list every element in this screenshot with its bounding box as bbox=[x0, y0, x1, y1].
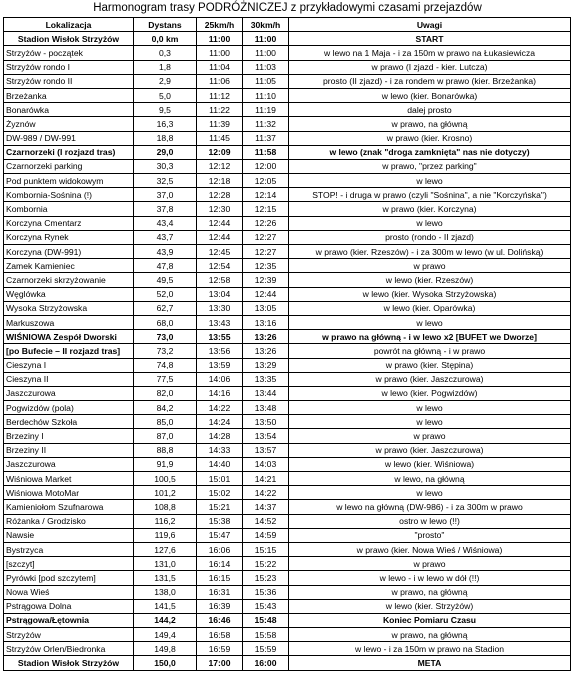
table-row bbox=[4, 216, 571, 230]
note-cell: w lewo (kier. Oparówka) bbox=[289, 301, 571, 315]
time-25-cell: 16:59 bbox=[197, 642, 243, 656]
table-row bbox=[4, 514, 571, 528]
distance-cell: 101,2 bbox=[134, 486, 197, 500]
distance-cell: 138,0 bbox=[134, 585, 197, 599]
distance-cell: 77,5 bbox=[134, 372, 197, 386]
time-30-cell: 12:44 bbox=[243, 287, 289, 301]
table-row bbox=[4, 159, 571, 173]
time-25-cell: 12:44 bbox=[197, 230, 243, 244]
time-25-cell: 14:06 bbox=[197, 372, 243, 386]
time-25-cell: 11:06 bbox=[197, 74, 243, 88]
distance-cell: 131,0 bbox=[134, 557, 197, 571]
time-25-cell: 12:54 bbox=[197, 259, 243, 273]
distance-cell: 150,0 bbox=[134, 656, 197, 670]
table-row bbox=[4, 500, 571, 514]
location-cell: Pstrągowa Dolna bbox=[4, 599, 134, 613]
time-30-cell: 12:15 bbox=[243, 202, 289, 216]
note-cell: w prawo (kier. Korczyna) bbox=[289, 202, 571, 216]
time-25-cell: 14:24 bbox=[197, 415, 243, 429]
distance-cell: 62,7 bbox=[134, 301, 197, 315]
header-row bbox=[4, 18, 571, 32]
location-cell: [po Bufecie – II rozjazd tras] bbox=[4, 344, 134, 358]
table-row bbox=[4, 613, 571, 627]
location-cell: Węglówka bbox=[4, 287, 134, 301]
table-row bbox=[4, 557, 571, 571]
column-header-notes: Uwagi bbox=[289, 18, 571, 32]
location-cell: Czarnorzeki (I rozjazd tras) bbox=[4, 145, 134, 159]
time-30-cell: 14:22 bbox=[243, 486, 289, 500]
table-row bbox=[4, 301, 571, 315]
table-row bbox=[4, 245, 571, 259]
location-cell: Korczyna Rynek bbox=[4, 230, 134, 244]
time-30-cell: 13:54 bbox=[243, 429, 289, 443]
time-25-cell: 12:30 bbox=[197, 202, 243, 216]
time-25-cell: 17:00 bbox=[197, 656, 243, 670]
note-cell: START bbox=[289, 32, 571, 46]
distance-cell: 141,5 bbox=[134, 599, 197, 613]
table-row bbox=[4, 457, 571, 471]
distance-cell: 2,9 bbox=[134, 74, 197, 88]
location-cell: Jaszczurowa bbox=[4, 386, 134, 400]
note-cell: w prawo na główną - i w lewo x2 [BUFET we Dworze] bbox=[289, 330, 571, 344]
table-row bbox=[4, 145, 571, 159]
table-row bbox=[4, 656, 571, 670]
distance-cell: 1,8 bbox=[134, 60, 197, 74]
table-row bbox=[4, 273, 571, 287]
time-30-cell: 13:26 bbox=[243, 330, 289, 344]
table-row bbox=[4, 131, 571, 145]
note-cell: w prawo (kier. Jaszczurowa) bbox=[289, 443, 571, 457]
schedule-table bbox=[3, 17, 571, 671]
distance-cell: 127,6 bbox=[134, 542, 197, 556]
time-30-cell: 14:03 bbox=[243, 457, 289, 471]
time-25-cell: 13:56 bbox=[197, 344, 243, 358]
time-30-cell: 13:16 bbox=[243, 315, 289, 329]
note-cell: w lewo na główną (DW-986) - i za 300m w prawo bbox=[289, 500, 571, 514]
location-cell: Brzeziny I bbox=[4, 429, 134, 443]
note-cell: w prawo bbox=[289, 259, 571, 273]
time-30-cell: 12:27 bbox=[243, 230, 289, 244]
time-25-cell: 16:14 bbox=[197, 557, 243, 571]
table-row bbox=[4, 372, 571, 386]
location-cell: Cieszyna I bbox=[4, 358, 134, 372]
note-cell: w prawo (I zjazd - kier. Lutcza) bbox=[289, 60, 571, 74]
time-25-cell: 12:18 bbox=[197, 174, 243, 188]
distance-cell: 9,5 bbox=[134, 103, 197, 117]
time-25-cell: 13:59 bbox=[197, 358, 243, 372]
location-cell: Wiśniowa Market bbox=[4, 472, 134, 486]
time-30-cell: 13:05 bbox=[243, 301, 289, 315]
distance-cell: 0,0 km bbox=[134, 32, 197, 46]
time-25-cell: 11:39 bbox=[197, 117, 243, 131]
distance-cell: 52,0 bbox=[134, 287, 197, 301]
location-cell: Strzyżów bbox=[4, 628, 134, 642]
time-25-cell: 14:40 bbox=[197, 457, 243, 471]
time-30-cell: 13:44 bbox=[243, 386, 289, 400]
table-row bbox=[4, 230, 571, 244]
location-cell: Bystrzyca bbox=[4, 542, 134, 556]
column-header-distance: Dystans bbox=[134, 18, 197, 32]
location-cell: Strzyżów - początek bbox=[4, 46, 134, 60]
table-row bbox=[4, 443, 571, 457]
table-row bbox=[4, 401, 571, 415]
note-cell: w prawo, na główną bbox=[289, 117, 571, 131]
time-25-cell: 11:22 bbox=[197, 103, 243, 117]
note-cell: META bbox=[289, 656, 571, 670]
table-row bbox=[4, 315, 571, 329]
distance-cell: 85,0 bbox=[134, 415, 197, 429]
location-cell: Zamek Kamieniec bbox=[4, 259, 134, 273]
location-cell: Brzeziny II bbox=[4, 443, 134, 457]
time-25-cell: 12:44 bbox=[197, 216, 243, 230]
location-cell: Kamieniołom Szufnarowa bbox=[4, 500, 134, 514]
time-30-cell: 13:48 bbox=[243, 401, 289, 415]
time-30-cell: 13:50 bbox=[243, 415, 289, 429]
location-cell: Nawsie bbox=[4, 528, 134, 542]
time-25-cell: 12:58 bbox=[197, 273, 243, 287]
distance-cell: 87,0 bbox=[134, 429, 197, 443]
location-cell: Wysoka Strzyżowska bbox=[4, 301, 134, 315]
time-30-cell: 14:37 bbox=[243, 500, 289, 514]
note-cell: w lewo bbox=[289, 174, 571, 188]
time-25-cell: 16:31 bbox=[197, 585, 243, 599]
location-cell: Czarnorzeki parking bbox=[4, 159, 134, 173]
table-row bbox=[4, 202, 571, 216]
time-30-cell: 11:10 bbox=[243, 88, 289, 102]
time-30-cell: 11:03 bbox=[243, 60, 289, 74]
location-cell: Korczyna Cmentarz bbox=[4, 216, 134, 230]
distance-cell: 43,4 bbox=[134, 216, 197, 230]
time-30-cell: 14:21 bbox=[243, 472, 289, 486]
distance-cell: 43,7 bbox=[134, 230, 197, 244]
time-30-cell: 12:26 bbox=[243, 216, 289, 230]
note-cell: prosto (rondo - II zjazd) bbox=[289, 230, 571, 244]
distance-cell: 116,2 bbox=[134, 514, 197, 528]
note-cell: w lewo bbox=[289, 486, 571, 500]
location-cell: Berdechów Szkoła bbox=[4, 415, 134, 429]
table-row bbox=[4, 117, 571, 131]
note-cell: w lewo (kier. Wiśniowa) bbox=[289, 457, 571, 471]
table-row bbox=[4, 472, 571, 486]
location-cell: Markuszowa bbox=[4, 315, 134, 329]
note-cell: w lewo (kier. Bonarówka) bbox=[289, 88, 571, 102]
table-row bbox=[4, 46, 571, 60]
time-30-cell: 15:36 bbox=[243, 585, 289, 599]
location-cell: Pyrówki [pod szczytem] bbox=[4, 571, 134, 585]
time-25-cell: 15:21 bbox=[197, 500, 243, 514]
time-25-cell: 12:09 bbox=[197, 145, 243, 159]
note-cell: w prawo (kier. Stępina) bbox=[289, 358, 571, 372]
time-30-cell: 11:05 bbox=[243, 74, 289, 88]
note-cell: "prosto" bbox=[289, 528, 571, 542]
location-cell: Bonarówka bbox=[4, 103, 134, 117]
note-cell: w prawo, na główną bbox=[289, 628, 571, 642]
note-cell: w lewo (kier. Strzyżów) bbox=[289, 599, 571, 613]
distance-cell: 88,8 bbox=[134, 443, 197, 457]
time-30-cell: 13:26 bbox=[243, 344, 289, 358]
time-30-cell: 11:32 bbox=[243, 117, 289, 131]
time-25-cell: 14:28 bbox=[197, 429, 243, 443]
table-row bbox=[4, 628, 571, 642]
time-25-cell: 16:46 bbox=[197, 613, 243, 627]
time-25-cell: 12:12 bbox=[197, 159, 243, 173]
time-25-cell: 12:45 bbox=[197, 245, 243, 259]
column-header-location: Lokalizacja bbox=[4, 18, 134, 32]
note-cell: STOP! - i druga w prawo (czyli "Sośnina", a nie "Korczyńska") bbox=[289, 188, 571, 202]
note-cell: w prawo (kier. Krosno) bbox=[289, 131, 571, 145]
time-25-cell: 16:39 bbox=[197, 599, 243, 613]
location-cell: Pod punktem widokowym bbox=[4, 174, 134, 188]
location-cell: [szczyt] bbox=[4, 557, 134, 571]
location-cell: Strzyżów rondo I bbox=[4, 60, 134, 74]
location-cell: Stadion Wisłok Strzyżów bbox=[4, 32, 134, 46]
distance-cell: 131,5 bbox=[134, 571, 197, 585]
table-row bbox=[4, 429, 571, 443]
time-30-cell: 15:43 bbox=[243, 599, 289, 613]
table-row bbox=[4, 287, 571, 301]
time-25-cell: 11:00 bbox=[197, 32, 243, 46]
time-30-cell: 15:23 bbox=[243, 571, 289, 585]
time-30-cell: 11:00 bbox=[243, 32, 289, 46]
time-25-cell: 16:15 bbox=[197, 571, 243, 585]
time-25-cell: 13:30 bbox=[197, 301, 243, 315]
distance-cell: 149,8 bbox=[134, 642, 197, 656]
note-cell: w prawo, "przez parking" bbox=[289, 159, 571, 173]
table-row bbox=[4, 174, 571, 188]
distance-cell: 82,0 bbox=[134, 386, 197, 400]
note-cell: ostro w lewo (!!) bbox=[289, 514, 571, 528]
note-cell: w prawo bbox=[289, 429, 571, 443]
location-cell: Jaszczurowa bbox=[4, 457, 134, 471]
table-row bbox=[4, 486, 571, 500]
location-cell: Nowa Wieś bbox=[4, 585, 134, 599]
table-row bbox=[4, 330, 571, 344]
note-cell: prosto (II zjazd) - i za rondem w prawo (kier. Brzeżanka) bbox=[289, 74, 571, 88]
note-cell: w prawo (kier. Jaszczurowa) bbox=[289, 372, 571, 386]
time-30-cell: 12:35 bbox=[243, 259, 289, 273]
distance-cell: 149,4 bbox=[134, 628, 197, 642]
note-cell: w lewo bbox=[289, 315, 571, 329]
note-cell: w prawo bbox=[289, 557, 571, 571]
time-25-cell: 14:16 bbox=[197, 386, 243, 400]
location-cell: Strzyżów rondo II bbox=[4, 74, 134, 88]
distance-cell: 68,0 bbox=[134, 315, 197, 329]
note-cell: w prawo (kier. Nowa Wieś / Wiśniowa) bbox=[289, 542, 571, 556]
time-25-cell: 13:04 bbox=[197, 287, 243, 301]
distance-cell: 73,0 bbox=[134, 330, 197, 344]
location-cell: Czarnorzeki skrzyżowanie bbox=[4, 273, 134, 287]
distance-cell: 32,5 bbox=[134, 174, 197, 188]
note-cell: w lewo - i w lewo w dół (!!) bbox=[289, 571, 571, 585]
page-title: Harmonogram trasy PODRÓŻNICZEJ z przykładowymi czasami przejazdów bbox=[93, 2, 482, 14]
time-25-cell: 16:58 bbox=[197, 628, 243, 642]
time-30-cell: 13:35 bbox=[243, 372, 289, 386]
note-cell: w lewo (kier. Pogwizdów) bbox=[289, 386, 571, 400]
time-25-cell: 16:06 bbox=[197, 542, 243, 556]
note-cell: Koniec Pomiaru Czasu bbox=[289, 613, 571, 627]
location-cell: Pstrągowa/Łętownia bbox=[4, 613, 134, 627]
distance-cell: 43,9 bbox=[134, 245, 197, 259]
column-header-time-25: 25km/h bbox=[197, 18, 243, 32]
time-25-cell: 11:45 bbox=[197, 131, 243, 145]
time-30-cell: 15:15 bbox=[243, 542, 289, 556]
time-30-cell: 11:00 bbox=[243, 46, 289, 60]
note-cell: w lewo (kier. Rzeszów) bbox=[289, 273, 571, 287]
distance-cell: 144,2 bbox=[134, 613, 197, 627]
time-30-cell: 12:00 bbox=[243, 159, 289, 173]
time-25-cell: 12:28 bbox=[197, 188, 243, 202]
location-cell: Korczyna (DW-991) bbox=[4, 245, 134, 259]
time-30-cell: 12:39 bbox=[243, 273, 289, 287]
time-30-cell: 12:27 bbox=[243, 245, 289, 259]
time-30-cell: 11:37 bbox=[243, 131, 289, 145]
distance-cell: 30,3 bbox=[134, 159, 197, 173]
distance-cell: 16,3 bbox=[134, 117, 197, 131]
distance-cell: 84,2 bbox=[134, 401, 197, 415]
note-cell: w lewo (kier. Wysoka Strzyżowska) bbox=[289, 287, 571, 301]
time-25-cell: 14:22 bbox=[197, 401, 243, 415]
time-25-cell: 15:01 bbox=[197, 472, 243, 486]
table-row bbox=[4, 60, 571, 74]
time-30-cell: 14:59 bbox=[243, 528, 289, 542]
time-25-cell: 13:55 bbox=[197, 330, 243, 344]
note-cell: powrót na główną - i w prawo bbox=[289, 344, 571, 358]
distance-cell: 119,6 bbox=[134, 528, 197, 542]
table-row bbox=[4, 599, 571, 613]
distance-cell: 100,5 bbox=[134, 472, 197, 486]
time-30-cell: 15:48 bbox=[243, 613, 289, 627]
time-30-cell: 11:58 bbox=[243, 145, 289, 159]
time-25-cell: 11:12 bbox=[197, 88, 243, 102]
note-cell: w prawo, na główną bbox=[289, 585, 571, 599]
table-row bbox=[4, 585, 571, 599]
time-30-cell: 15:59 bbox=[243, 642, 289, 656]
distance-cell: 0,3 bbox=[134, 46, 197, 60]
time-30-cell: 15:58 bbox=[243, 628, 289, 642]
table-row bbox=[4, 344, 571, 358]
table-row bbox=[4, 642, 571, 656]
time-25-cell: 15:47 bbox=[197, 528, 243, 542]
time-25-cell: 15:38 bbox=[197, 514, 243, 528]
distance-cell: 37,0 bbox=[134, 188, 197, 202]
location-cell: Kombornia-Sośnina (!) bbox=[4, 188, 134, 202]
distance-cell: 5,0 bbox=[134, 88, 197, 102]
table-row bbox=[4, 88, 571, 102]
note-cell: w lewo (znak "droga zamknięta" nas nie dotyczy) bbox=[289, 145, 571, 159]
location-cell: Żyznów bbox=[4, 117, 134, 131]
table-row bbox=[4, 188, 571, 202]
note-cell: w lewo - i za 150m w prawo na Stadion bbox=[289, 642, 571, 656]
location-cell: Wiśniowa MotoMar bbox=[4, 486, 134, 500]
time-30-cell: 16:00 bbox=[243, 656, 289, 670]
table-row bbox=[4, 103, 571, 117]
location-cell: Kombornia bbox=[4, 202, 134, 216]
distance-cell: 74,8 bbox=[134, 358, 197, 372]
note-cell: dalej prosto bbox=[289, 103, 571, 117]
note-cell: w lewo bbox=[289, 415, 571, 429]
table-row bbox=[4, 386, 571, 400]
note-cell: w lewo na 1 Maja - i za 150m w prawo na Łukasiewicza bbox=[289, 46, 571, 60]
location-cell: Różanka / Grodzisko bbox=[4, 514, 134, 528]
distance-cell: 37,8 bbox=[134, 202, 197, 216]
table-row bbox=[4, 259, 571, 273]
column-header-time-30: 30km/h bbox=[243, 18, 289, 32]
table-row bbox=[4, 571, 571, 585]
table-row bbox=[4, 528, 571, 542]
location-cell: Cieszyna II bbox=[4, 372, 134, 386]
table-row bbox=[4, 542, 571, 556]
time-30-cell: 11:19 bbox=[243, 103, 289, 117]
table-row bbox=[4, 358, 571, 372]
location-cell: WIŚNIOWA Zespół Dworski bbox=[4, 330, 134, 344]
note-cell: w lewo bbox=[289, 401, 571, 415]
location-cell: DW-989 / DW-991 bbox=[4, 131, 134, 145]
time-30-cell: 13:57 bbox=[243, 443, 289, 457]
location-cell: Brzeżanka bbox=[4, 88, 134, 102]
time-30-cell: 13:29 bbox=[243, 358, 289, 372]
note-cell: w prawo (kier. Rzeszów) - i za 300m w lewo (w ul. Dolińską) bbox=[289, 245, 571, 259]
distance-cell: 108,8 bbox=[134, 500, 197, 514]
distance-cell: 18,8 bbox=[134, 131, 197, 145]
time-30-cell: 14:52 bbox=[243, 514, 289, 528]
time-25-cell: 11:04 bbox=[197, 60, 243, 74]
distance-cell: 91,9 bbox=[134, 457, 197, 471]
time-25-cell: 14:33 bbox=[197, 443, 243, 457]
table-row bbox=[4, 32, 571, 46]
location-cell: Pogwizdów (pola) bbox=[4, 401, 134, 415]
distance-cell: 49,5 bbox=[134, 273, 197, 287]
location-cell: Strzyżów Orlen/Biedronka bbox=[4, 642, 134, 656]
location-cell: Stadion Wisłok Strzyżów bbox=[4, 656, 134, 670]
table-row bbox=[4, 415, 571, 429]
distance-cell: 29,0 bbox=[134, 145, 197, 159]
distance-cell: 47,8 bbox=[134, 259, 197, 273]
note-cell: w lewo, na główną bbox=[289, 472, 571, 486]
table-row bbox=[4, 74, 571, 88]
time-30-cell: 15:22 bbox=[243, 557, 289, 571]
time-30-cell: 12:05 bbox=[243, 174, 289, 188]
time-25-cell: 13:43 bbox=[197, 315, 243, 329]
time-25-cell: 15:02 bbox=[197, 486, 243, 500]
note-cell: w lewo bbox=[289, 216, 571, 230]
distance-cell: 73,2 bbox=[134, 344, 197, 358]
time-30-cell: 12:14 bbox=[243, 188, 289, 202]
time-25-cell: 11:00 bbox=[197, 46, 243, 60]
